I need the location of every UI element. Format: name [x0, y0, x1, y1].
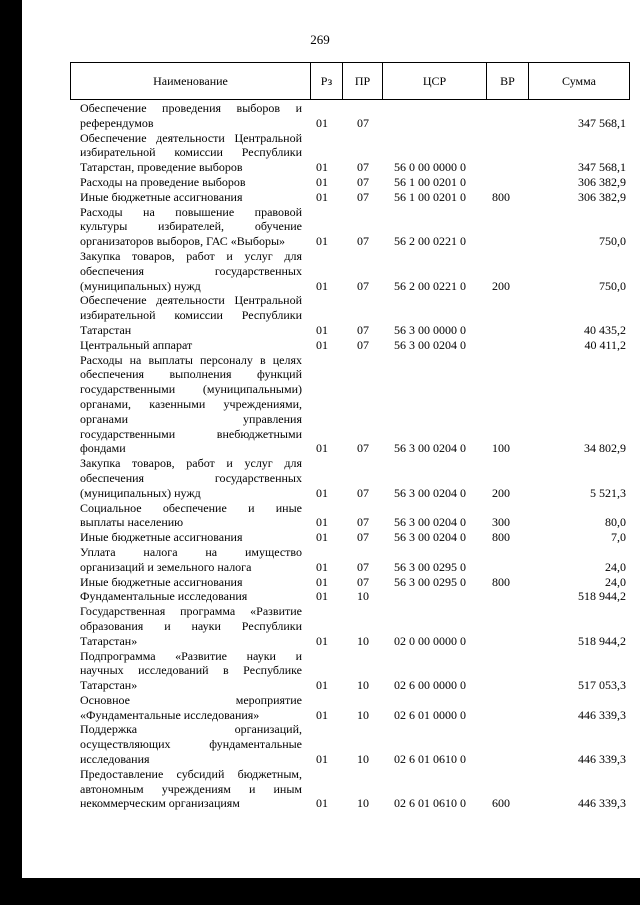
row-sum: 518 944,2: [578, 633, 626, 648]
row-sum: 750,0: [599, 234, 626, 249]
table-row: [0, 456, 640, 500]
row-sum: 306 382,9: [578, 189, 626, 204]
row-name-line: Государственная программа «Развитие: [80, 604, 302, 619]
row-name: [80, 767, 302, 811]
row-name-line: государственными внебюджетными: [80, 426, 302, 441]
table-body: [0, 101, 640, 811]
row-name-line: Татарстан: [80, 322, 132, 337]
row-name-line: Расходы на проведение выборов: [80, 174, 246, 189]
row-vr: [492, 589, 518, 604]
row-rz: 01: [316, 530, 328, 545]
row-csr: 56 0 00 0000 0: [394, 160, 466, 175]
row-vr: 200: [492, 278, 510, 293]
row-name-line: Иные бюджетные ассигнования: [80, 574, 243, 589]
row-csr: 56 3 00 0204 0: [394, 441, 466, 456]
row-rz: 01: [316, 707, 328, 722]
table-row: [0, 293, 640, 337]
row-rz: 01: [316, 589, 328, 604]
row-sum: 24,0: [605, 559, 626, 574]
row-sum: 40 435,2: [584, 322, 626, 337]
row-csr: 56 3 00 0000 0: [394, 322, 466, 337]
row-csr: 02 6 01 0610 0: [394, 796, 466, 811]
row-name-line: (муниципальных) нужд: [80, 278, 201, 293]
row-sum: 306 382,9: [578, 174, 626, 189]
row-vr: [492, 678, 518, 693]
row-vr: [492, 752, 518, 767]
row-csr: 56 3 00 0204 0: [394, 515, 466, 530]
row-name: [80, 501, 302, 531]
column-header-pr: ПР: [343, 63, 383, 99]
row-rz: 01: [316, 515, 328, 530]
row-name-line: Расходы на выплаты персоналу в целях: [80, 352, 302, 367]
row-name-line: органами, казенными учреждениями,: [80, 396, 302, 411]
row-pr: 07: [357, 515, 369, 530]
row-vr: [492, 708, 518, 723]
row-csr: 56 3 00 0295 0: [394, 574, 466, 589]
row-sum: 40 411,2: [584, 337, 626, 352]
row-name: [80, 338, 302, 353]
row-name-line: Закупка товаров, работ и услуг для: [80, 248, 302, 263]
row-name-line: Татарстан»: [80, 633, 138, 648]
page-number: 269: [310, 32, 330, 47]
table-row: [0, 722, 640, 766]
row-name-line: обеспечения государственных: [80, 470, 302, 485]
row-sum: 24,0: [605, 574, 626, 589]
column-header-name: Наименование: [71, 63, 311, 99]
row-name: [80, 249, 302, 293]
row-vr: 800: [492, 530, 510, 545]
row-pr: 10: [357, 752, 369, 767]
row-vr: 800: [492, 574, 510, 589]
row-csr: 56 2 00 0221 0: [394, 278, 466, 293]
row-csr: 02 0 00 0000 0: [394, 633, 466, 648]
row-name-line: Поддержка организаций,: [80, 722, 302, 737]
row-pr: 07: [357, 322, 369, 337]
row-name: [80, 604, 302, 648]
scan-bottom-edge: [0, 878, 640, 905]
row-vr: 600: [492, 796, 510, 811]
row-name: [80, 693, 302, 723]
table-row: [0, 131, 640, 175]
row-rz: 01: [316, 752, 328, 767]
row-name-line: исследования: [80, 752, 150, 767]
row-sum: 34 802,9: [584, 441, 626, 456]
row-rz: 01: [316, 278, 328, 293]
column-header-sum: Сумма: [562, 74, 596, 88]
row-name-line: фондами: [80, 441, 126, 456]
row-name: [80, 190, 302, 205]
row-vr: [492, 160, 518, 175]
row-rz: 01: [316, 678, 328, 693]
row-rz: 01: [316, 189, 328, 204]
row-name-line: «Фундаментальные исследования»: [80, 707, 260, 722]
row-pr: 07: [357, 278, 369, 293]
column-header-rz: Рз: [311, 63, 343, 99]
row-sum: 446 339,3: [578, 707, 626, 722]
row-csr: 56 3 00 0204 0: [394, 530, 466, 545]
table-row: [0, 767, 640, 811]
row-pr: 07: [357, 485, 369, 500]
row-name-line: Уплата налога на имущество: [80, 544, 302, 559]
row-vr: 100: [492, 441, 510, 456]
row-rz: 01: [316, 441, 328, 456]
row-name-line: органами управления: [80, 411, 302, 426]
row-csr: [394, 589, 482, 604]
row-sum: 80,0: [605, 515, 626, 530]
row-name: [80, 205, 302, 249]
row-rz: 01: [316, 574, 328, 589]
row-name-line: Социальное обеспечение и иные: [80, 500, 302, 515]
table-row: [0, 575, 640, 590]
row-name-line: Обеспечение проведения выборов и: [80, 101, 302, 115]
row-vr: [492, 175, 518, 190]
row-name-line: Предоставление субсидий бюджетным,: [80, 766, 302, 781]
row-name: [80, 353, 302, 457]
column-header-csr: ЦСР: [383, 63, 487, 99]
row-rz: 01: [316, 160, 328, 175]
row-csr: 56 1 00 0201 0: [394, 174, 466, 189]
row-name-line: Иные бюджетные ассигнования: [80, 530, 243, 545]
row-vr: [492, 323, 518, 338]
row-name: [80, 589, 302, 604]
row-pr: 07: [357, 559, 369, 574]
row-pr: 10: [357, 678, 369, 693]
table-row: [0, 353, 640, 457]
row-name-line: Татарстан»: [80, 678, 138, 693]
row-csr: [394, 116, 482, 131]
row-name-line: научных исследований в Республике: [80, 663, 302, 678]
row-sum: 446 339,3: [578, 796, 626, 811]
table-row: [0, 604, 640, 648]
row-vr: 300: [492, 515, 510, 530]
row-vr: [492, 116, 518, 131]
row-sum: 518 944,2: [578, 589, 626, 604]
row-csr: 02 6 00 0000 0: [394, 678, 466, 693]
row-vr: 800: [492, 189, 510, 204]
row-name-line: избирательной комиссии Республики: [80, 145, 302, 160]
row-pr: 07: [357, 530, 369, 545]
row-pr: 07: [357, 174, 369, 189]
row-name-line: Подпрограмма «Развитие науки и: [80, 648, 302, 663]
row-name: [80, 575, 302, 590]
table-row: [0, 190, 640, 205]
table-row: [0, 693, 640, 723]
row-name-line: образования и науки Республики: [80, 618, 302, 633]
row-name: [80, 722, 302, 766]
row-name: [80, 545, 302, 575]
row-sum: 7,0: [611, 530, 626, 545]
row-sum: 517 053,3: [578, 678, 626, 693]
row-name-line: референдумов: [80, 115, 154, 130]
table-row: [0, 530, 640, 545]
table-row: [0, 501, 640, 531]
row-rz: 01: [316, 485, 328, 500]
row-name-line: Закупка товаров, работ и услуг для: [80, 456, 302, 471]
row-csr: 56 3 00 0295 0: [394, 559, 466, 574]
row-vr: [492, 338, 518, 353]
row-name-line: культуры избирателей, обучение: [80, 219, 302, 234]
row-vr: [492, 234, 518, 249]
row-rz: 01: [316, 174, 328, 189]
row-pr: 07: [357, 115, 369, 130]
row-name-line: Обеспечение деятельности Центральной: [80, 293, 302, 308]
row-name: [80, 456, 302, 500]
row-rz: 01: [316, 115, 328, 130]
row-name: [80, 293, 302, 337]
row-csr: 02 6 01 0610 0: [394, 752, 466, 767]
row-pr: 10: [357, 633, 369, 648]
row-name-line: Основное мероприятие: [80, 692, 302, 707]
row-name-line: Фундаментальные исследования: [80, 589, 248, 604]
row-name-line: Татарстан, проведение выборов: [80, 160, 243, 175]
row-name-line: обеспечения государственных: [80, 263, 302, 278]
row-vr: [492, 634, 518, 649]
row-sum: 347 568,1: [578, 160, 626, 175]
row-name-line: Центральный аппарат: [80, 337, 193, 352]
row-rz: 01: [316, 633, 328, 648]
row-csr: 56 3 00 0204 0: [394, 337, 466, 352]
row-name-line: обеспечения выполнения функций: [80, 367, 302, 382]
table-row: [0, 101, 640, 131]
row-name-line: организаций и земельного налога: [80, 559, 252, 574]
row-pr: 07: [357, 189, 369, 204]
table-row: [0, 589, 640, 604]
row-csr: 56 2 00 0221 0: [394, 234, 466, 249]
table-row: [0, 338, 640, 353]
table-row: [0, 649, 640, 693]
table-row: [0, 545, 640, 575]
row-name-line: организаторов выборов, ГАС «Выборы»: [80, 234, 286, 249]
row-name-line: автономным учреждениям и иным: [80, 781, 302, 796]
row-rz: 01: [316, 234, 328, 249]
row-name-line: некоммерческим организациям: [80, 796, 240, 811]
row-vr: [492, 560, 518, 575]
row-name-line: осуществляющих фундаментальные: [80, 737, 302, 752]
row-name: [80, 101, 302, 131]
row-csr: 56 3 00 0204 0: [394, 485, 466, 500]
row-name-line: выплаты населению: [80, 515, 184, 530]
row-sum: 347 568,1: [578, 115, 626, 130]
row-sum: 5 521,3: [590, 485, 626, 500]
table-row: [0, 175, 640, 190]
row-csr: 56 1 00 0201 0: [394, 189, 466, 204]
row-sum: 446 339,3: [578, 752, 626, 767]
table-row: [0, 205, 640, 249]
row-rz: 01: [316, 337, 328, 352]
row-pr: 07: [357, 441, 369, 456]
row-sum: 750,0: [599, 278, 626, 293]
row-name-line: (муниципальных) нужд: [80, 485, 201, 500]
table-row: [0, 249, 640, 293]
row-pr: 10: [357, 707, 369, 722]
row-rz: 01: [316, 322, 328, 337]
row-pr: 07: [357, 337, 369, 352]
row-name-line: Иные бюджетные ассигнования: [80, 189, 243, 204]
row-pr: 07: [357, 234, 369, 249]
row-pr: 07: [357, 160, 369, 175]
row-pr: 10: [357, 796, 369, 811]
row-rz: 01: [316, 796, 328, 811]
row-name: [80, 649, 302, 693]
row-vr: 200: [492, 485, 510, 500]
column-header-vr: ВР: [487, 63, 529, 99]
row-name: [80, 530, 302, 545]
row-name: [80, 131, 302, 175]
row-name-line: Обеспечение деятельности Центральной: [80, 130, 302, 145]
row-name-line: Расходы на повышение правовой: [80, 204, 302, 219]
table-header: [70, 62, 630, 100]
row-name-line: государственными (муниципальными): [80, 382, 302, 397]
row-pr: 10: [357, 589, 369, 604]
row-csr: 02 6 01 0000 0: [394, 707, 466, 722]
row-name: [80, 175, 302, 190]
row-pr: 07: [357, 574, 369, 589]
row-rz: 01: [316, 559, 328, 574]
row-name-line: избирательной комиссии Республики: [80, 308, 302, 323]
